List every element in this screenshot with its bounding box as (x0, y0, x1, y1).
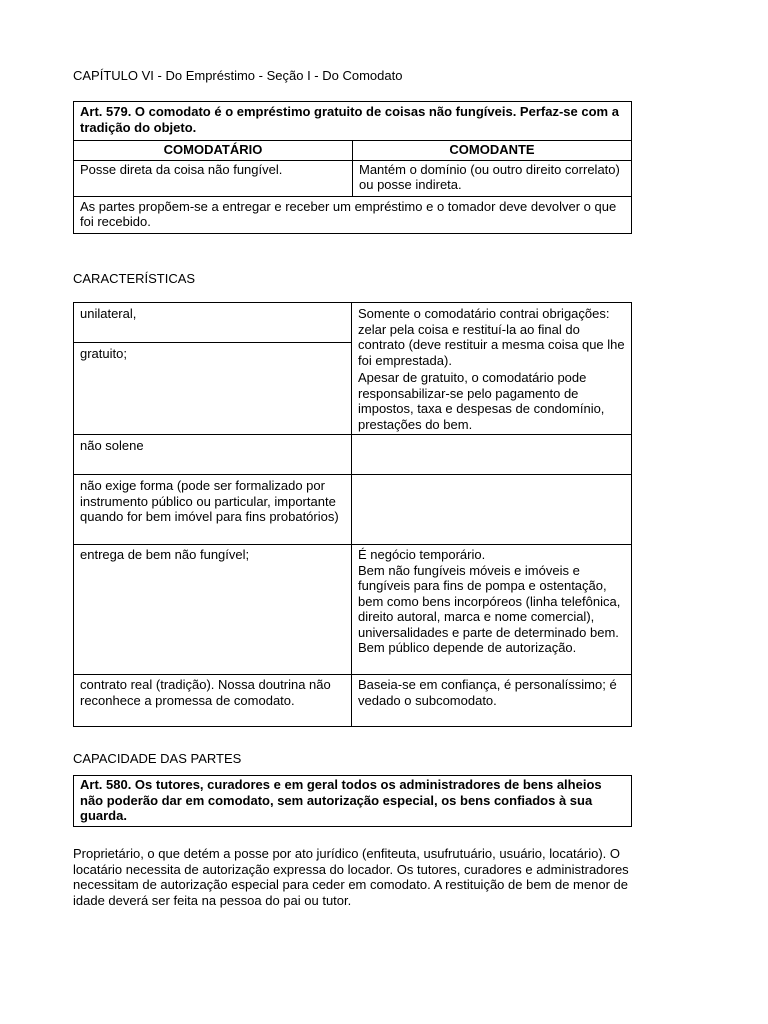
art579-table (73, 101, 632, 234)
caracteristicas-title: CARACTERÍSTICAS (73, 271, 196, 286)
char-row-right (352, 475, 632, 545)
comodante-header: COMODANTE (353, 141, 632, 161)
comodatario-cell: Posse direta da coisa não fungível. (74, 160, 353, 196)
comodatario-header: COMODATÁRIO (74, 141, 353, 161)
char-right-taxes: Apesar de gratuito, o comodatário pode responsabilizar-se pelo pagamento de impostos, taxa e despesas de condomínio, prestações do bem. (358, 370, 605, 432)
comodante-cell: Mantém o domínio (ou outro direito correlato) ou posse indireta. (353, 160, 632, 196)
char-row-left: gratuito; (74, 343, 352, 435)
capacidade-title: CAPACIDADE DAS PARTES (73, 751, 242, 766)
art579-text: Art. 579. O comodato é o empréstimo gratuito de coisas não fungíveis. Perfaz-se com a tradição do objeto. (74, 102, 632, 141)
art580-text: Art. 580. Os tutores, curadores e em geral todos os administradores de bens alheios não poderão dar em comodato, sem autorização especial, os bens confiados à sua guarda. (74, 776, 632, 827)
capacidade-paragraph: Proprietário, o que detém a posse por ato jurídico (enfiteuta, usufrutuário, usuário, locatário). O locatário necessita de autorização expressa do locador. Os tutores, curadores e administradores necessitam de autorização especial para ceder em comodato. A restituição de bem de menor de idade deverá ser feita na pessoa do pai ou tutor. (73, 846, 629, 908)
char-row-right (352, 545, 632, 675)
char-row-left: não exige forma (pode ser formalizado por instrumento público ou particular, importante quando for bem imóvel para fins probatórios) (74, 475, 352, 545)
char-row-right (352, 435, 632, 475)
char-row-left: não solene (74, 435, 352, 475)
char-right-temporary: É negócio temporário. (358, 547, 486, 562)
char-right-obligations: Somente o comodatário contrai obrigações: zelar pela coisa e restituí-la ao final do contrato (deve restituir a mesma coisa que lhe foi emprestada). (358, 306, 625, 368)
art580-table (73, 775, 632, 827)
char-row-right-merged (352, 303, 632, 435)
char-row-right: Baseia-se em confiança, é personalíssimo; é vedado o subcomodato. (352, 675, 632, 727)
char-row-left: entrega de bem não fungível; (74, 545, 352, 675)
caracteristicas-table (73, 302, 632, 727)
char-right-goods: Bem não fungíveis móveis e imóveis e fungíveis para fins de pompa e ostentação, bem como bens incorpóreos (linha telefônica, direito autoral, marca e nome comercial), universalidades e parte de determinado bem. Bem público depende de autorização. (358, 562, 621, 655)
chapter-title: CAPÍTULO VI - Do Empréstimo - Seção I - Do Comodato (73, 68, 403, 83)
art579-footer: As partes propõem-se a entregar e receber um empréstimo e o tomador deve devolver o que foi recebido. (74, 196, 632, 233)
char-row-left: unilateral, (74, 303, 352, 343)
char-row-left: contrato real (tradição). Nossa doutrina não reconhece a promessa de comodato. (74, 675, 352, 727)
